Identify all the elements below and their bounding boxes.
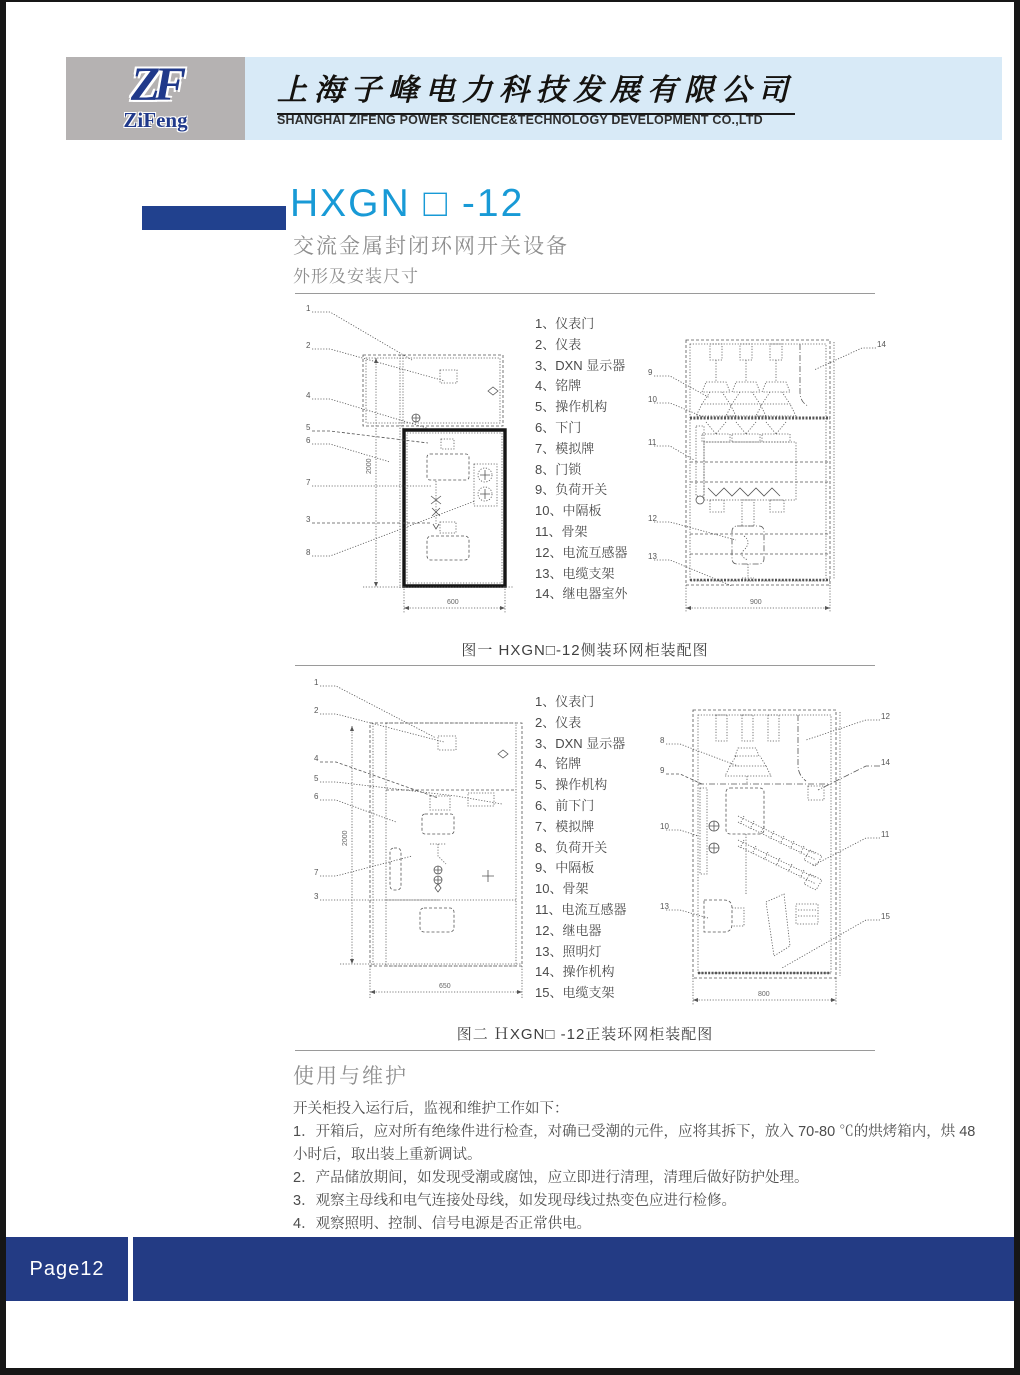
parts-list-item: 4、铭牌: [535, 378, 582, 394]
parts-list-item: 12、电流互感器: [535, 544, 628, 560]
svg-text:11: 11: [648, 438, 657, 447]
parts-list-item: 13、电缆支架: [535, 565, 615, 581]
parts-list-item: 2、仪表: [535, 714, 582, 730]
svg-text:9: 9: [660, 766, 665, 775]
parts-list-item: 14、继电器室外: [535, 586, 628, 602]
parts-list-item: 15、电缆支架: [535, 985, 615, 1001]
svg-text:7: 7: [314, 868, 319, 877]
usage-text: [293, 1098, 993, 1259]
divider: [295, 293, 875, 294]
parts-list-item: 1、仪表门: [535, 316, 595, 331]
svg-text:8: 8: [660, 736, 665, 745]
company-logo: [66, 57, 245, 140]
usage-item: 3．观察主母线和电气连接处母线，如发现母线过热变色应进行检修。: [293, 1193, 737, 1209]
svg-text:8: 8: [306, 548, 311, 557]
parts-list-item: 7、模拟牌: [535, 818, 595, 834]
svg-text:650: 650: [439, 983, 451, 990]
svg-text:2000: 2000: [342, 830, 349, 846]
header-banner: [245, 57, 1002, 140]
parts-list-item: 6、前下门: [535, 797, 595, 813]
document-page: [6, 2, 1014, 1368]
svg-text:13: 13: [660, 902, 669, 911]
parts-list-item: 6、下门: [535, 419, 582, 435]
svg-text:9: 9: [648, 368, 653, 377]
svg-text:5: 5: [314, 774, 319, 783]
svg-text:11: 11: [881, 830, 890, 839]
svg-text:10: 10: [648, 395, 657, 404]
parts-list-item: 8、负荷开关: [535, 839, 608, 855]
company-name-cn: 上海子峰电力科技发展有限公司: [277, 65, 795, 115]
divider: [295, 1050, 875, 1051]
svg-text:2: 2: [314, 706, 319, 715]
svg-text:14: 14: [877, 340, 886, 349]
parts-list-item: 14、操作机构: [535, 964, 615, 980]
svg-text:15: 15: [881, 912, 890, 921]
parts-list-item: 9、负荷开关: [535, 482, 608, 498]
usage-intro: 开关柜投入运行后，监视和维护工作如下：: [293, 1101, 569, 1117]
parts-list-item: 10、骨架: [535, 881, 589, 897]
parts-list-item: 5、操作机构: [535, 399, 608, 415]
divider: [295, 665, 875, 666]
parts-list-item: 12、继电器: [535, 922, 602, 938]
usage-item: 2．产品储放期间，如发现受潮或腐蚀，应立即进行清理，清理后做好防护处理。: [293, 1170, 809, 1186]
logo-name: ZiFeng: [123, 108, 188, 132]
footer-bar: [133, 1237, 1014, 1301]
svg-text:13: 13: [648, 552, 657, 561]
title-accent-bar: [142, 206, 286, 230]
parts-list-item: 2、仪表: [535, 336, 582, 352]
svg-text:10: 10: [660, 822, 669, 831]
figure2-parts-list: [535, 692, 695, 1004]
parts-list-item: 3、DXN 显示器: [535, 735, 626, 751]
usage-item: 1．开箱后，应对所有绝缘件进行检查，对确已受潮的元件，应将其拆下，放入 70-80 ℃的烘烤箱内，烘 48 小时后，取出装上重新调试。: [293, 1124, 976, 1163]
svg-text:5: 5: [306, 423, 311, 432]
product-subtitle: 交流金属封闭环网开关设备: [293, 235, 569, 258]
parts-list-item: 5、操作机构: [535, 777, 608, 793]
parts-list-item: 3、DXN 显示器: [535, 357, 626, 373]
figure1-caption: 图一 HXGN□-12侧装环网柜装配图: [461, 642, 709, 659]
svg-text:1: 1: [306, 304, 311, 313]
svg-text:14: 14: [881, 758, 890, 767]
svg-text:6: 6: [314, 792, 319, 801]
svg-text:800: 800: [758, 991, 770, 998]
parts-list-item: 11、骨架: [535, 523, 588, 539]
parts-list-item: 9、中隔板: [535, 860, 595, 876]
usage-item: 4．观察照明、控制、信号电源是否正常供电。: [293, 1216, 592, 1232]
parts-list-item: 13、照明灯: [535, 943, 602, 959]
section-heading-usage: 使用与维护: [293, 1065, 408, 1088]
parts-list-item: 8、门锁: [535, 461, 582, 477]
svg-text:7: 7: [306, 478, 311, 487]
product-model-title: HXGN □ -12: [290, 182, 525, 225]
svg-text:12: 12: [648, 514, 657, 523]
parts-list-item: 4、铭牌: [535, 756, 582, 772]
parts-list-item: 1、仪表门: [535, 694, 595, 709]
svg-text:3: 3: [314, 892, 319, 901]
svg-text:3: 3: [306, 515, 311, 524]
svg-text:12: 12: [881, 712, 890, 721]
svg-text:900: 900: [750, 599, 762, 606]
parts-list-item: 7、模拟牌: [535, 440, 595, 456]
company-name-en: SHANGHAI ZIFENG POWER SCIENCE&TECHNOLOGY DEVELOPMENT CO.,LTD: [277, 113, 763, 127]
parts-list-item: 10、中隔板: [535, 503, 602, 519]
svg-text:600: 600: [447, 599, 459, 606]
svg-text:4: 4: [306, 391, 311, 400]
figure1-front-drawing: [300, 298, 530, 630]
figure2-caption: 图二 ＨXGN□ -12正装环网柜装配图: [456, 1026, 714, 1043]
page-number-badge: Page12: [6, 1237, 128, 1301]
figure2-front-drawing: [310, 678, 550, 1014]
svg-text:2000: 2000: [366, 458, 373, 474]
parts-list-item: 11、电流互感器: [535, 901, 627, 917]
section-heading-dimensions: 外形及安装尺寸: [293, 267, 419, 286]
svg-text:6: 6: [306, 436, 311, 445]
figure1-parts-list: [535, 314, 695, 605]
svg-text:1: 1: [314, 678, 319, 687]
svg-text:2: 2: [306, 341, 311, 350]
svg-text:4: 4: [314, 754, 319, 763]
logo-monogram: ZF: [130, 58, 181, 111]
